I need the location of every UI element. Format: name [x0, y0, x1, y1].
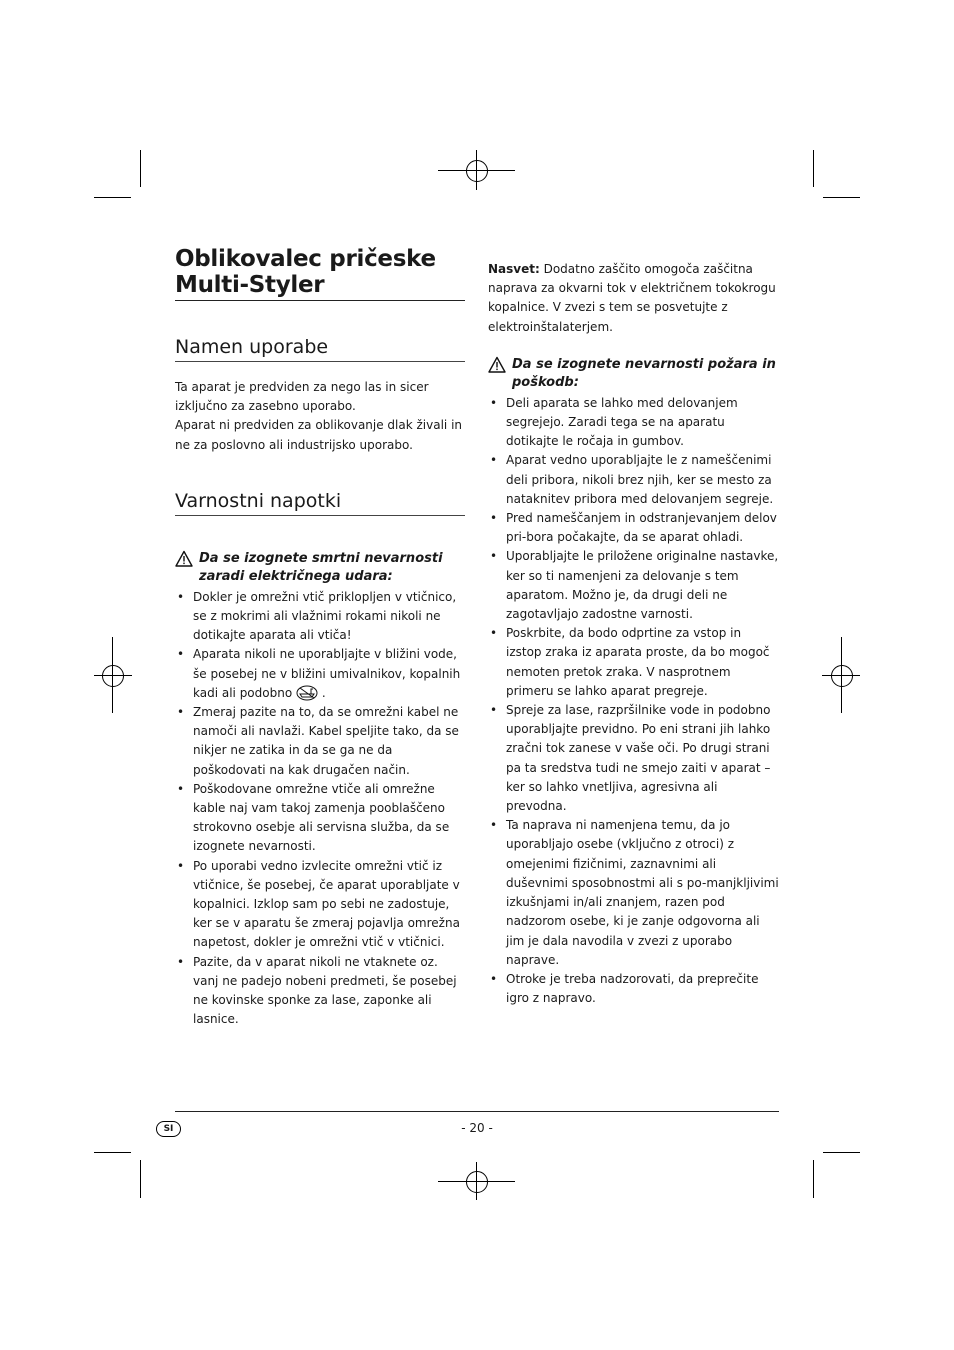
- list-item: • Uporabljajte le priložene originalne nastavke, ker so ti namenjeni za delovanje s tem aparatom. Možno je, da drugi deli ne zagotavljajo zadostne varnosti.: [488, 547, 780, 624]
- electric-warning-heading: [175, 550, 465, 586]
- list-item: • Dokler je omrežni vtič priklopljen v vtičnico, se z mokrimi ali vlažnimi rokami nikoli ne dotikajte aparata ali vtiča!: [175, 588, 465, 646]
- list-item: • Ta naprava ni namenjena temu, da jo uporabljajo osebe (vključno z otroci) z omejenimi fizičnimi, zaznavnimi ali duševnimi sposobnostmi ali s po-manjkljivimi izkušnjami in/ali znanjem, razen pod nadzorom osebe, ki je zanje odgovorna ali jim je dala navodila v zvezi z uporabo naprave.: [488, 816, 780, 970]
- list-item: • Aparat vedno uporabljajte le z nameščenimi deli pribora, nikoli brez njih, ker se mesto za nataknitev pribora med delovanjem segreje.: [488, 451, 780, 509]
- intended-use-heading: Namen uporabe: [175, 335, 465, 362]
- footer-divider: [175, 1111, 779, 1112]
- hint-label: Nasvet:: [488, 262, 540, 276]
- language-badge: SI: [156, 1121, 181, 1137]
- intended-use-paragraph-1: Ta aparat je predviden za nego las in sicer izključno za zasebno uporabo.: [175, 380, 429, 414]
- hint-paragraph: [488, 260, 780, 337]
- list-item: • Aparata nikoli ne uporabljajte v bližini vode, še posebej ne v bližini umivalnikov, kopalnih kadi ali podobno .: [175, 645, 465, 703]
- list-item: • Poškodovane omrežne vtiče ali omrežne kable naj vam takoj zamenja pooblaščeno strokovno osebje ali servisna služba, da se izognete nevarnosti.: [175, 780, 465, 857]
- list-item: • Spreje za lase, razpršilnike vode in podobno uporabljajte previdno. Po eni strani jih lahko zračni tok zanese v vaše oči. Po drugi strani pa ta sredstva tudi ne smejo zaiti v aparat – ker so lahko vnetljiva, agresivna ali prevodna.: [488, 701, 780, 816]
- list-item: • Otroke je treba nadzorovati, da preprečite igro z napravo.: [488, 970, 780, 1008]
- list-item: • Deli aparata se lahko med delovanjem segrejejo. Zaradi tega se na aparatu dotikajte le ročaja in gumbov.: [488, 394, 780, 452]
- list-item: • Poskrbite, da bodo odprtine za vstop in izstop zraka iz aparata proste, da bo mogoč nemoten pretok zraka. V nasprotnem primeru se lahko aparat pregreje.: [488, 624, 780, 701]
- no-bathtub-icon: [296, 685, 318, 701]
- warning-triangle-icon: [175, 550, 193, 568]
- list-item: • Pazite, da v aparat nikoli ne vtaknete oz. vanj ne padejo nobeni predmeti, še posebej ne kovinske sponke za lase, zaponke ali lasnice.: [175, 953, 465, 1030]
- list-item: • Zmeraj pazite na to, da se omrežni kabel ne namoči ali navlaži. Kabel speljite tako, da se nikjer ne zatika in da se ga ne da poškodovati na kak drugačen način.: [175, 703, 465, 780]
- electric-warning-heading-text: Da se izognete smrtni nevarnosti zaradi električnega udara:: [199, 550, 443, 584]
- hint-text: Dodatno zaščito omogoča zaščitna naprava za okvarni tok v električnem tokokrogu kopalnice. V zvezi s tem se posvetujte z elektroinštalaterjem.: [488, 262, 776, 334]
- safety-heading: Varnostni napotki: [175, 489, 465, 516]
- page-number: - 20 -: [461, 1121, 493, 1135]
- fire-warning-list: [488, 394, 780, 1009]
- list-item: • Pred nameščanjem in odstranjevanjem delov pri-bora počakajte, da se aparat ohladi.: [488, 509, 780, 547]
- right-column: [488, 260, 780, 1008]
- left-column: [175, 236, 465, 1029]
- intended-use-paragraph-2: Aparat ni predviden za oblikovanje dlak živali in ne za poslovno ali industrijsko uporabo.: [175, 418, 463, 452]
- warning-triangle-icon: [488, 356, 506, 374]
- fire-warning-heading-text: Da se izognete nevarnosti požara in poškodb:: [512, 356, 776, 390]
- electric-warning-list: [175, 588, 465, 1030]
- title-line-2: Multi-Styler: [175, 272, 325, 298]
- fire-warning-heading: [488, 356, 780, 392]
- list-item: • Po uporabi vedno izvlecite omrežni vtič iz vtičnice, še posebej, če aparat uporabljate v kopalnici. Izklop sam po sebi ne zadostuje, ker se v aparatu še zmeraj pojavlja omrežna napetost, dokler je omrežni vtič v vtičnici.: [175, 857, 465, 953]
- document-title: [175, 246, 465, 301]
- title-line-1: Oblikovalec pričeske: [175, 246, 436, 272]
